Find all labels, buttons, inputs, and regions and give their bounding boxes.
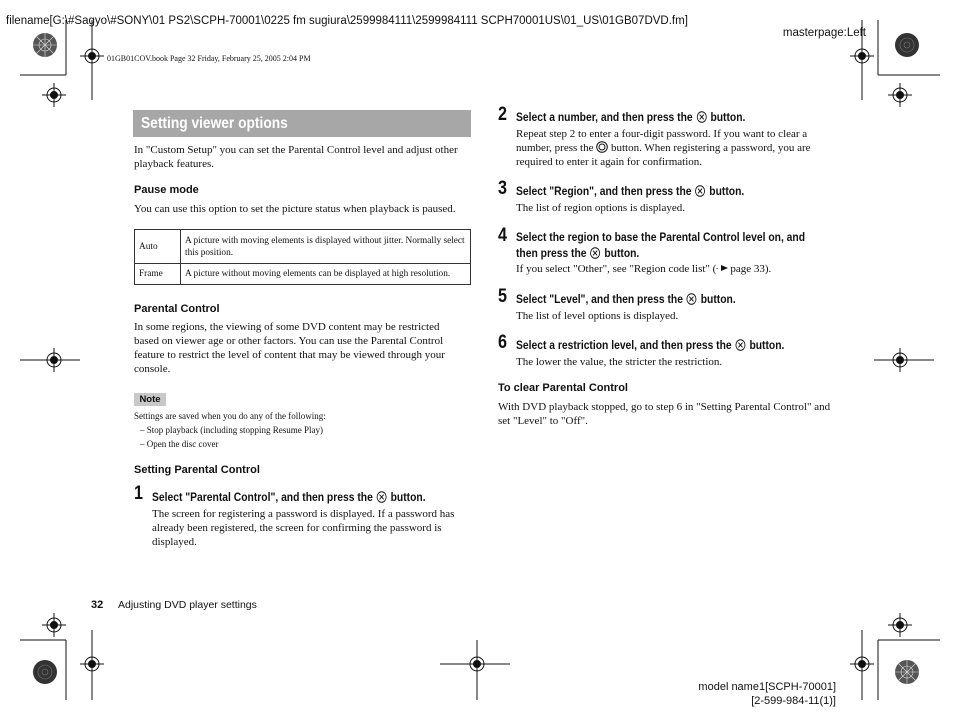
note-item: – Stop playback (including stopping Resume Play) <box>140 425 323 435</box>
table-cell-key: Auto <box>135 230 181 264</box>
dash-glyph: – <box>140 425 147 435</box>
dash-glyph: – <box>140 439 147 449</box>
step-number: 1 <box>134 483 143 504</box>
clear-parental-heading: To clear Parental Control <box>498 382 628 394</box>
step-number: 2 <box>498 104 507 125</box>
page-number: 32 <box>91 599 104 611</box>
step-number: 3 <box>498 178 507 199</box>
step-number: 4 <box>498 225 507 246</box>
pause-mode-heading: Pause mode <box>134 184 199 196</box>
section-title: Setting viewer options <box>141 115 288 132</box>
circle-button-icon <box>596 141 608 153</box>
cross-button-icon <box>590 247 600 259</box>
svg-text:-: - <box>716 266 719 272</box>
section-title-bar <box>133 110 471 137</box>
step-title: Select a number, and then press the button. <box>516 110 746 124</box>
cross-button-icon <box>687 293 697 305</box>
step-title: Select the region to base the Parental Control level on, and <box>516 230 806 244</box>
table-cell-key: Frame <box>135 264 181 285</box>
pause-mode-text: You can use this option to set the picture status when playback is paused. <box>134 203 456 215</box>
footer-section-title: Adjusting DVD player settings <box>118 599 257 611</box>
step-title: Select "Region", and then press the button. <box>516 184 745 198</box>
clear-parental-text: With DVD playback stopped, go to step 6 in "Setting Parental Control" and set "Level" to "Off". <box>498 401 831 427</box>
model-name: model name1[SCPH-70001] <box>698 681 836 693</box>
cross-button-icon <box>696 111 706 123</box>
parental-control-heading: Parental Control <box>134 303 220 315</box>
step-number: 5 <box>498 286 507 307</box>
step-desc: The lower the value, the stricter the restriction. <box>516 356 723 368</box>
table-row <box>135 264 471 285</box>
pause-mode-table <box>134 229 471 285</box>
step-desc: The list of level options is displayed. <box>516 310 679 322</box>
step-desc: If you select "Other", see "Region code list" ( - page 33). <box>516 263 772 275</box>
table-row <box>135 230 471 264</box>
cross-button-icon <box>735 339 745 351</box>
header-bookinfo: 01GB01COV.book Page 32 Friday, February 25, 2005 2:04 PM <box>107 54 311 63</box>
step-title: Select "Level", and then press the button. <box>516 292 736 306</box>
cross-button-icon <box>695 185 705 197</box>
table-cell-desc: A picture without moving elements can be displayed at high resolution. <box>181 264 471 285</box>
note-text: Settings are saved when you do any of the following: <box>134 411 326 421</box>
model-code: [2-599-984-11(1)] <box>751 695 836 707</box>
step-title: Select a restriction level, and then press the button. <box>516 338 785 352</box>
header-masterpage: masterpage:Left <box>782 27 866 39</box>
header-filename: filename[G:\#Sagyo\#SONY\01 PS2\SCPH-70001\0225 fm sugiura\2599984111\2599984111 SCPH70001US\01_US\01GB07DVD.fm] <box>6 15 688 27</box>
step-desc: The screen for registering a password is displayed. If a password has already been registered, the screen for confirming the password is displayed. <box>152 508 455 548</box>
table-cell-desc: A picture with moving elements is displayed without jitter. Normally select this position. <box>181 230 471 264</box>
step-desc: Repeat step 2 to enter a four-digit password. If you want to clear a number, press the button. When registering a password, you are required to enter it again for confirmation. <box>516 128 811 168</box>
arrow-right-icon <box>716 264 730 272</box>
step-number: 6 <box>498 332 507 353</box>
cross-button-icon <box>377 491 387 503</box>
note-item: – Open the disc cover <box>140 439 219 449</box>
setting-parental-heading: Setting Parental Control <box>134 464 260 476</box>
section-intro: In "Custom Setup" you can set the Parental Control level and adjust other playback features. <box>134 144 458 170</box>
parental-control-text: In some regions, the viewing of some DVD content may be restricted based on viewer age or other factors. You can use the Parental Control feature to restrict the level of content that may be viewed through your console. <box>134 321 445 375</box>
step-title: then press the button. <box>516 246 640 260</box>
note-tag: Note <box>134 393 166 406</box>
step-title: Select "Parental Control", and then press the button. <box>152 490 426 504</box>
step-desc: The list of region options is displayed. <box>516 202 685 214</box>
